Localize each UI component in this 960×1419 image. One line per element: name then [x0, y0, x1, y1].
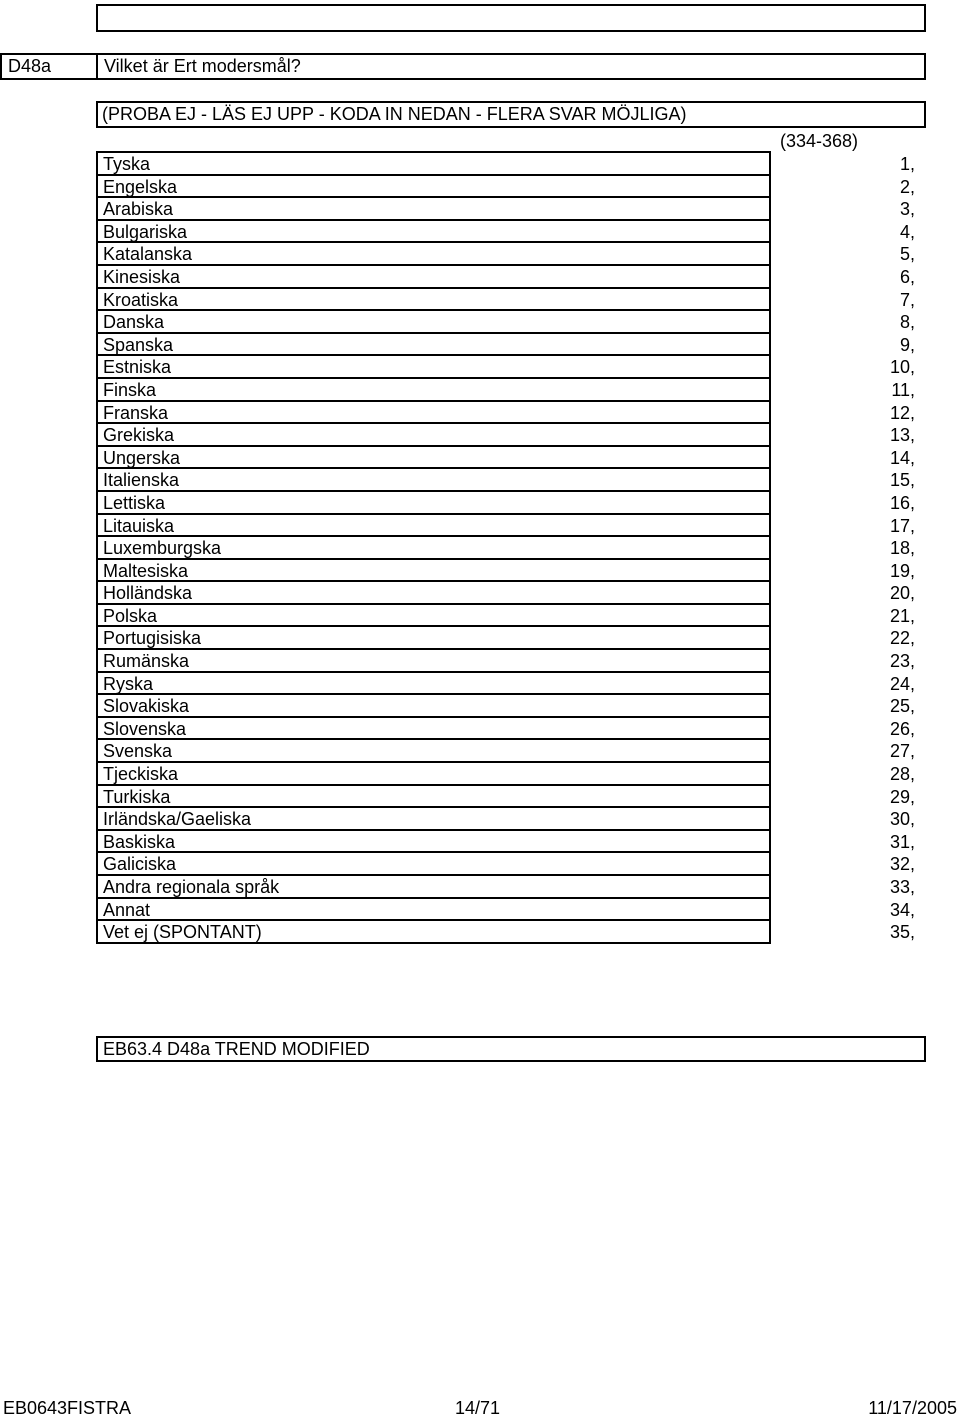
answer-option-label: Rumänska: [103, 651, 190, 672]
answer-option-code: 25,: [889, 696, 915, 717]
answer-option-row: [96, 738, 915, 763]
answer-option-code: 30,: [889, 809, 915, 830]
answer-option-row: [96, 196, 915, 221]
answer-option-code: 19,: [889, 560, 915, 581]
answer-option-label: Irländska/Gaeliska: [103, 809, 252, 830]
answer-option-label: Grekiska: [103, 425, 175, 446]
answer-option-code: 28,: [889, 764, 915, 785]
header-empty-box: [96, 4, 926, 32]
answer-option-label: Svenska: [103, 741, 173, 762]
answer-option-label: Vet ej (SPONTANT): [103, 922, 262, 943]
answer-option-label: Kroatiska: [103, 289, 179, 310]
answer-option-label: Slovakiska: [103, 696, 190, 717]
answer-option-row: [96, 874, 915, 899]
answer-option-code: 12,: [889, 402, 915, 423]
answer-option-row: [96, 625, 915, 650]
answer-option-code: 24,: [889, 673, 915, 694]
answer-option-row: [96, 490, 915, 515]
answer-option-row: [96, 264, 915, 289]
answer-option-row: [96, 897, 915, 922]
answer-option-code: 5,: [899, 244, 915, 265]
answer-option-code: 29,: [889, 786, 915, 807]
answer-option-code: 2,: [899, 176, 915, 197]
answer-option-row: [96, 287, 915, 312]
column-range: (334-368): [779, 131, 858, 151]
answer-option-label: Lettiska: [103, 492, 166, 513]
answer-option-code: 32,: [889, 854, 915, 875]
answer-option-row: [96, 580, 915, 605]
answer-option-row: [96, 603, 915, 628]
answer-option-label: Turkiska: [103, 786, 171, 807]
answer-option-code: 35,: [889, 922, 915, 943]
answer-option-row: [96, 332, 915, 357]
answer-option-code: 23,: [889, 651, 915, 672]
answer-option-label: Portugisiska: [103, 628, 202, 649]
answer-option-code: 31,: [889, 831, 915, 852]
answer-option-label: Spanska: [103, 334, 174, 355]
answer-option-label: Holländska: [103, 583, 193, 604]
answer-option-row: [96, 535, 915, 560]
answer-option-code: 16,: [889, 492, 915, 513]
answer-option-row: [96, 693, 915, 718]
answer-option-row: [96, 716, 915, 741]
answer-option-label: Ryska: [103, 673, 154, 694]
answer-option-label: Bulgariska: [103, 221, 188, 242]
footer-page-number: 14/71: [455, 1398, 501, 1418]
answer-option-row: [96, 851, 915, 876]
answer-option-row: [96, 377, 915, 402]
answer-option-row: [96, 648, 915, 673]
answer-option-label: Estniska: [103, 357, 172, 378]
answer-option-code: 1,: [899, 154, 915, 174]
answer-option-code: 4,: [899, 221, 915, 242]
answer-option-label: Baskiska: [103, 831, 176, 852]
answer-option-label: Finska: [103, 379, 157, 400]
answer-option-code: 3,: [899, 199, 915, 220]
answer-option-code: 26,: [889, 718, 915, 739]
answer-option-code: 7,: [899, 289, 915, 310]
answer-option-code: 17,: [889, 515, 915, 536]
answer-option-row: [96, 445, 915, 470]
answer-option-code: 33,: [889, 877, 915, 897]
answer-option-label: Danska: [103, 312, 165, 333]
answer-option-label: Slovenska: [103, 718, 187, 739]
answer-option-label: Litauiska: [103, 515, 175, 536]
answer-option-label: Engelska: [103, 176, 178, 197]
footer-date: 11/17/2005: [868, 1398, 957, 1418]
answer-option-label: Polska: [103, 605, 158, 626]
answer-option-label: Franska: [103, 402, 169, 423]
answer-option-code: 13,: [889, 425, 915, 446]
answer-option-label: Italienska: [103, 470, 180, 491]
answer-option-label: Annat: [103, 899, 151, 920]
answer-option-code: 15,: [889, 470, 915, 491]
answer-option-label: Luxemburgska: [103, 538, 222, 559]
answer-option-row: [96, 422, 915, 447]
answer-option-code: 9,: [899, 334, 915, 355]
answer-option-code: 18,: [889, 538, 915, 559]
answer-option-row: [96, 513, 915, 538]
answer-option-row: [96, 806, 915, 831]
answer-option-row: [96, 174, 915, 199]
answer-option-label: Galiciska: [103, 854, 177, 875]
interviewer-instruction: (PROBA EJ - LÄS EJ UPP - KODA IN NEDAN - FLERA SVAR MÖJLIGA): [96, 101, 926, 128]
answer-option-row: [96, 671, 915, 696]
answer-option-label: Ungerska: [103, 447, 181, 468]
answer-option-code: 6,: [899, 266, 915, 287]
answer-option-code: 21,: [889, 605, 915, 626]
answer-option-row: [96, 241, 915, 266]
answer-option-label: Arabiska: [103, 199, 174, 220]
answer-option-code: 11,: [891, 379, 915, 400]
answer-option-row: [96, 784, 915, 809]
answer-option-code: 34,: [889, 899, 915, 920]
footer-doc-id: EB0643FISTRA: [3, 1398, 132, 1418]
answer-option-row: [96, 400, 915, 425]
answer-option-code: 8,: [899, 312, 915, 333]
answer-option-label: Tjeckiska: [103, 764, 179, 785]
question-text: Vilket är Ert modersmål?: [96, 53, 926, 80]
answer-option-row: [96, 761, 915, 786]
answer-option-label: Tyska: [103, 154, 151, 174]
answer-option-label: Katalanska: [103, 244, 193, 265]
answer-option-code: 10,: [889, 357, 915, 378]
trend-note: EB63.4 D48a TREND MODIFIED: [96, 1036, 926, 1062]
answer-option-row: [96, 219, 915, 244]
question-id: D48a: [0, 53, 98, 80]
answer-option-row: [96, 919, 915, 944]
answer-option-code: 20,: [889, 583, 915, 604]
answer-option-list: [96, 151, 915, 944]
answer-option-row: [96, 829, 915, 854]
answer-option-label: Andra regionala språk: [103, 877, 280, 897]
answer-option-row: [96, 309, 915, 334]
answer-option-code: 22,: [889, 628, 915, 649]
answer-option-label: Kinesiska: [103, 266, 181, 287]
answer-option-row: [96, 151, 915, 176]
answer-option-row: [96, 467, 915, 492]
answer-option-code: 27,: [889, 741, 915, 762]
answer-option-row: [96, 558, 915, 583]
answer-option-label: Maltesiska: [103, 560, 189, 581]
answer-option-row: [96, 354, 915, 379]
answer-option-code: 14,: [889, 447, 915, 468]
